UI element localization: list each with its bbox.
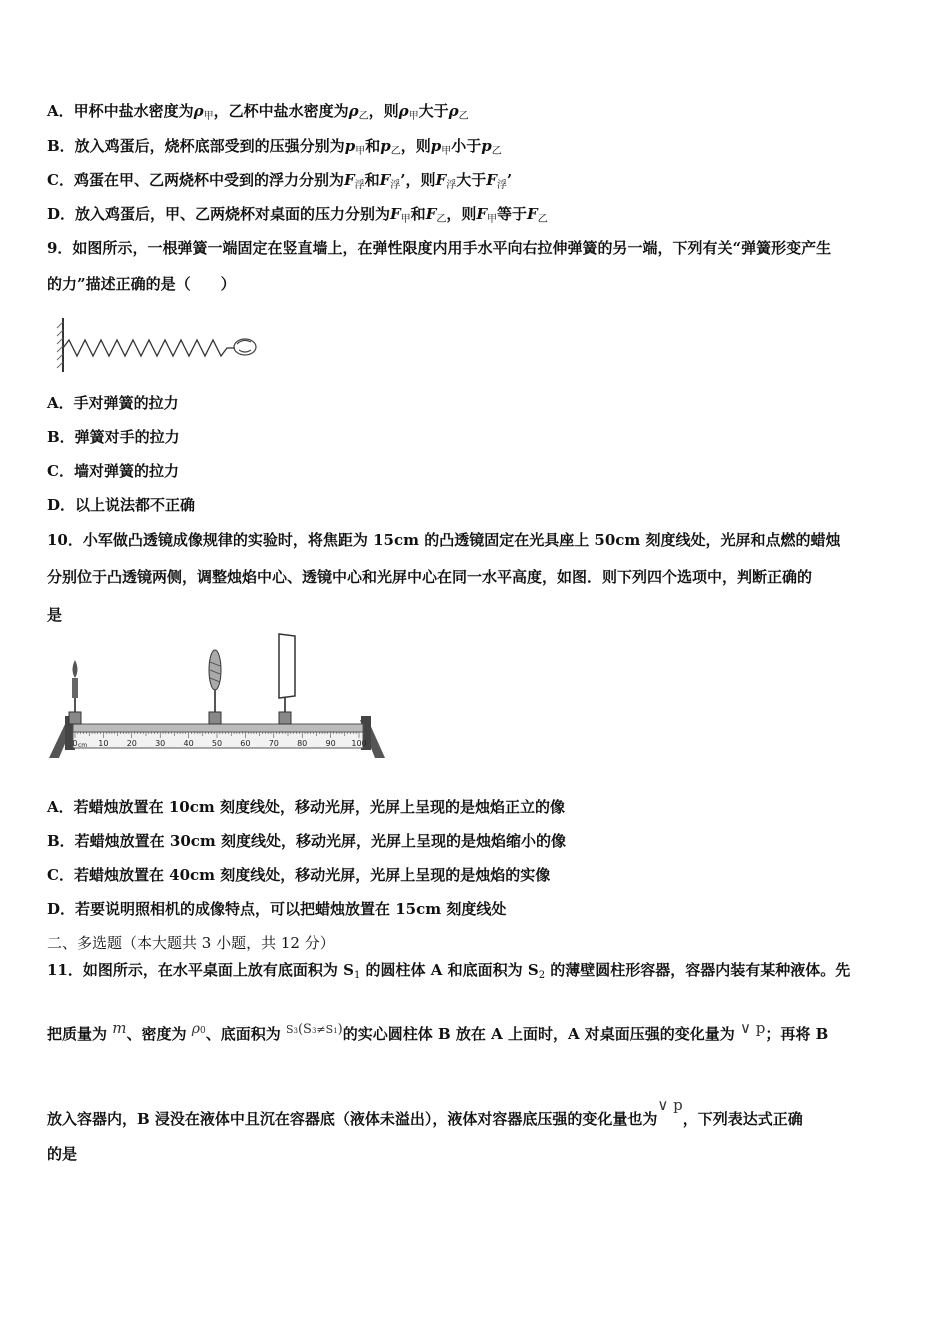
q8-option-b: B．放入鸡蛋后，烧杯底部受到的压强分别为$p_甲$和$p_乙$，则$p_甲$小于$p_乙$: [47, 137, 502, 157]
q9-option-c: C．墙对弹簧的拉力: [47, 462, 179, 480]
q10-stem-line2: 分别位于凸透镜两侧，调整烛焰中心、透镜中心和光屏中心在同一水平高度，如图．则下列四个选项中，判断正确的: [47, 568, 813, 586]
ruler-tick-label: 60: [240, 739, 251, 748]
candle-flame: [73, 660, 78, 678]
ruler-tick-label: 30: [155, 739, 166, 748]
q8-option-d: D．放入鸡蛋后，甲、乙两烧杯对桌面的压力分别为$F_甲$和$F_乙$，则$F_甲$等于$F_乙$: [47, 205, 548, 225]
q11-line3: 放入容器内，B 浸没在液体中且沉在容器底（液体未溢出），液体对容器底压强的变化量也为∨ p，下列表达式正确: [47, 1096, 803, 1128]
optical-bench-figure: [45, 632, 390, 762]
spring-figure: [55, 314, 265, 376]
q10-stem-line3: 是: [47, 606, 63, 624]
q9-option-a: A．手对弹簧的拉力: [47, 394, 179, 412]
q9-option-b: B．弹簧对手的拉力: [47, 428, 180, 446]
candle: [69, 660, 81, 724]
q9-stem-line1: 9．如图所示，一根弹簧一端固定在竖直墙上，在弹性限度内用手水平向右拉伸弹簧的另一端，下列有关“弹簧形变产生: [47, 239, 832, 257]
light-screen: [279, 634, 295, 724]
q9-stem-line2: 的力”描述正确的是（ ）: [47, 275, 236, 293]
q10-option-a: A．若蜡烛放置在 10cm 刻度线处，移动光屏，光屏上呈现的是烛焰正立的像: [47, 798, 565, 816]
q8-option-c: C．鸡蛋在甲、乙两烧杯中受到的浮力分别为$F_浮$和$F_浮$’，则$F_浮$大于$F_浮$’: [47, 171, 513, 191]
bench-rail: [73, 724, 363, 732]
q10-option-d: D．若要说明照相机的成像特点，可以把蜡烛放置在 15cm 刻度线处: [47, 900, 507, 918]
section-heading: 二、多选题（本大题共 3 小题，共 12 分）: [47, 934, 335, 952]
ruler-tick-label: 40: [183, 739, 194, 748]
hand-icon: [234, 339, 256, 355]
ruler-tick-label: 100: [351, 739, 367, 748]
ruler-tick-label: 10: [98, 739, 109, 748]
q9-option-d: D．以上说法都不正确: [47, 496, 196, 514]
ruler-tick-label: 20: [126, 739, 137, 748]
ruler-tick-label: 50: [211, 739, 223, 748]
q10-stem-line1: 10．小军做凸透镜成像规律的实验时，将焦距为 15cm 的凸透镜固定在光具座上 50cm 刻度线处，光屏和点燃的蜡烛: [47, 531, 841, 549]
spring-coil: [63, 340, 235, 356]
q11-line1: 11．如图所示，在水平桌面上放有底面积为 $S_1$ 的圆柱体 A 和底面积为 $S_2$ 的薄壁圆柱形容器，容器内装有某种液体。先: [47, 961, 851, 981]
ruler-tick-label: 70: [268, 739, 279, 748]
q10-option-b: B．若蜡烛放置在 30cm 刻度线处，移动光屏，光屏上呈现的是烛焰缩小的像: [47, 832, 567, 850]
convex-lens: [209, 650, 221, 724]
q11-line2: 把质量为 m、密度为 $\rho^0$、底面积为 $^{S3}(S^{3\ne S1})$的实心圆柱体 B 放在 A 上面时，A 对桌面压强的变化量为 ∨ p；再将 B: [47, 1019, 829, 1043]
q8-option-a: A．甲杯中盐水密度为$\rho_甲$，乙杯中盐水密度为$\rho_乙$，则$\rho_甲$大于$\rho_乙$: [47, 102, 469, 122]
q10-option-c: C．若蜡烛放置在 40cm 刻度线处，移动光屏，光屏上呈现的是烛焰的实像: [47, 866, 551, 884]
ruler-unit-label: cm: [78, 742, 88, 749]
ruler-tick-label: 90: [325, 739, 336, 748]
q11-line4: 的是: [47, 1145, 78, 1163]
ruler-tick-label: 80: [297, 739, 308, 748]
ruler-tick-label: 0: [72, 739, 78, 748]
